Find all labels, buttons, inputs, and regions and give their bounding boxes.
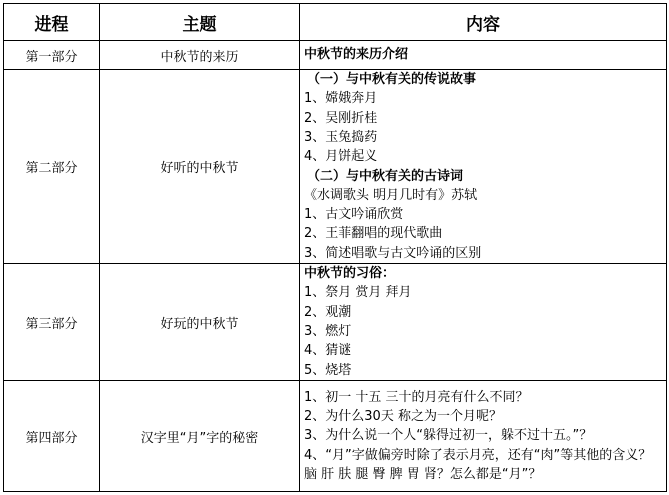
lesson-plan-table	[3, 3, 667, 492]
table-row	[4, 381, 667, 492]
table-row	[4, 41, 667, 70]
header-stage: 进程	[4, 4, 100, 41]
stage-cell: 第二部分	[4, 70, 100, 264]
content-line: 4、月饼起义	[304, 149, 378, 165]
topic-cell: 好听的中秋节	[100, 70, 300, 264]
content-cell	[300, 381, 667, 492]
content-cell	[300, 264, 667, 381]
content-line: 中秋节的习俗：	[304, 266, 396, 282]
stage-cell: 第四部分	[4, 381, 100, 492]
stage-cell: 第一部分	[4, 41, 100, 70]
content-line: 《水调歌头 明月几时有》苏轼	[304, 187, 478, 203]
content-line: 2、王菲翻唱的现代歌曲	[304, 226, 443, 242]
content-line: 1、初一 十五 三十的月亮有什么不同？	[304, 389, 529, 405]
content-line: 2、为什么30天 称之为一个月呢？	[304, 409, 502, 425]
content-line: 3、燃灯	[304, 324, 352, 339]
content-line: 1、古文吟诵欣赏	[304, 207, 404, 223]
topic-cell: 中秋节的来历	[100, 41, 300, 70]
content-line: 1、祭月 赏月 拜月	[304, 285, 412, 301]
stage-cell: 第三部分	[4, 264, 100, 381]
content-line: 2、吴刚折桂	[304, 110, 378, 126]
header-row	[4, 4, 667, 41]
table-row	[4, 264, 667, 381]
content-line: 3、玉兔捣药	[304, 129, 378, 145]
header-topic: 主题	[100, 4, 300, 41]
content-cell	[300, 41, 667, 70]
table-row	[4, 70, 667, 264]
content-line: 1、嫦娥奔月	[304, 91, 378, 107]
content-line: （二）与中秋有关的古诗词	[307, 168, 464, 184]
content-line: 5、烧塔	[304, 362, 352, 378]
content-line: 4、“月”字做偏旁时除了表示月亮，还有“肉”等其他的含义？脑 肝 肤 腿 臀 脾 胃 肾？怎么都是“月”？	[304, 447, 652, 482]
content-line: 中秋节的来历介绍	[304, 47, 409, 63]
content-line: 4、猜谜	[304, 343, 352, 359]
content-line: （一）与中秋有关的传说故事	[307, 72, 477, 88]
content-line: 3、简述唱歌与古文吟诵的区别	[304, 245, 482, 261]
content-line: 3、为什么说一个人“躲得过初一，躲不过十五。”？	[304, 428, 593, 444]
content-cell	[300, 70, 667, 264]
content-line: 2、观潮	[304, 304, 352, 320]
topic-cell: 好玩的中秋节	[100, 264, 300, 381]
topic-cell: 汉字里“月”字的秘密	[100, 381, 300, 492]
header-content: 内容	[300, 4, 667, 41]
